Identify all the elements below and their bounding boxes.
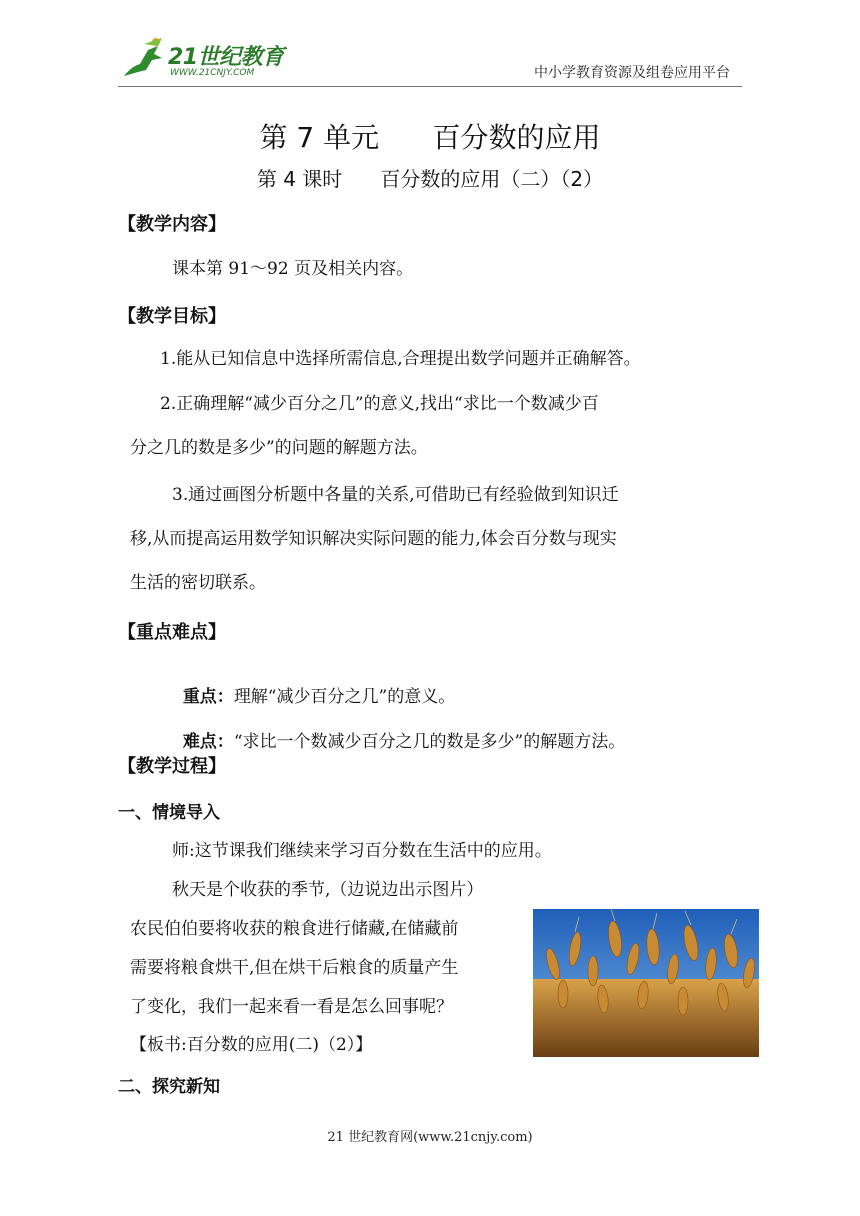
- page-footer: 21 世纪教育网(www.21cnjy.com): [327, 1130, 533, 1145]
- step-1-p1: 师:这节课我们继续来学习百分数在生活中的应用。: [172, 841, 552, 861]
- goal-1: 1.能从已知信息中选择所需信息,合理提出数学问题并正确解答。: [160, 349, 641, 369]
- content-heading: 【教学内容】: [118, 214, 226, 235]
- process-heading: 【教学过程】: [118, 756, 226, 777]
- step-2-heading: 二、探究新知: [118, 1077, 220, 1097]
- platform-name: 中小学教育资源及组卷应用平台: [534, 65, 730, 81]
- key-label: 重点：: [182, 687, 234, 707]
- logo-text: 21世纪教育: [168, 45, 284, 70]
- goal-3-line-3: 生活的密切联系。: [130, 573, 266, 593]
- step-1-p3-line-1: 农民伯伯要将收获的粮食进行储藏,在储藏前: [130, 919, 459, 939]
- goal-3-line-2: 移,从而提高运用数学知识解决实际问题的能力,体会百分数与现实: [130, 529, 617, 549]
- goal-2-line-1: 2.正确理解“减少百分之几”的意义,找出“求比一个数减少百: [160, 394, 599, 414]
- key-heading: 【重点难点】: [118, 622, 226, 643]
- page-subtitle: 第 4 课时 百分数的应用（二）（2）: [256, 167, 604, 191]
- header-divider: [118, 86, 742, 87]
- step-1-p3-line-2: 需要将粮食烘干,但在烘干后粮食的质量产生: [130, 958, 459, 978]
- page-title: 第 7 单元 百分数的应用: [259, 121, 601, 154]
- goal-2-line-2: 分之几的数是多少”的问题的解题方法。: [130, 438, 428, 458]
- key-point: [172, 664, 455, 708]
- goals-heading: 【教学目标】: [118, 306, 226, 327]
- logo-url: WWW.21CNJY.COM: [170, 68, 255, 78]
- wheat-field-image: [533, 909, 759, 1057]
- goal-3-line-1: 3.通过画图分析题中各量的关系,可借助已有经验做到知识迁: [172, 485, 619, 505]
- step-1-p3-line-3: 了变化，我们一起来看一看是怎么回事呢？: [130, 997, 453, 1017]
- step-1-heading: 一、情境导入: [118, 803, 220, 823]
- content-text: 课本第 91～92 页及相关内容。: [172, 259, 414, 279]
- key-text: 理解“减少百分之几”的意义。: [233, 687, 456, 707]
- difficult-label: 难点：: [182, 732, 234, 752]
- board-note: 【板书:百分数的应用(二)（2）】: [130, 1035, 373, 1055]
- step-1-p2: 秋天是个收获的季节,（边说边出示图片）: [172, 880, 484, 900]
- difficult-point: [172, 709, 625, 753]
- runner-icon: [118, 36, 168, 80]
- difficult-text: “求比一个数减少百分之几的数是多少”的解题方法。: [233, 732, 626, 752]
